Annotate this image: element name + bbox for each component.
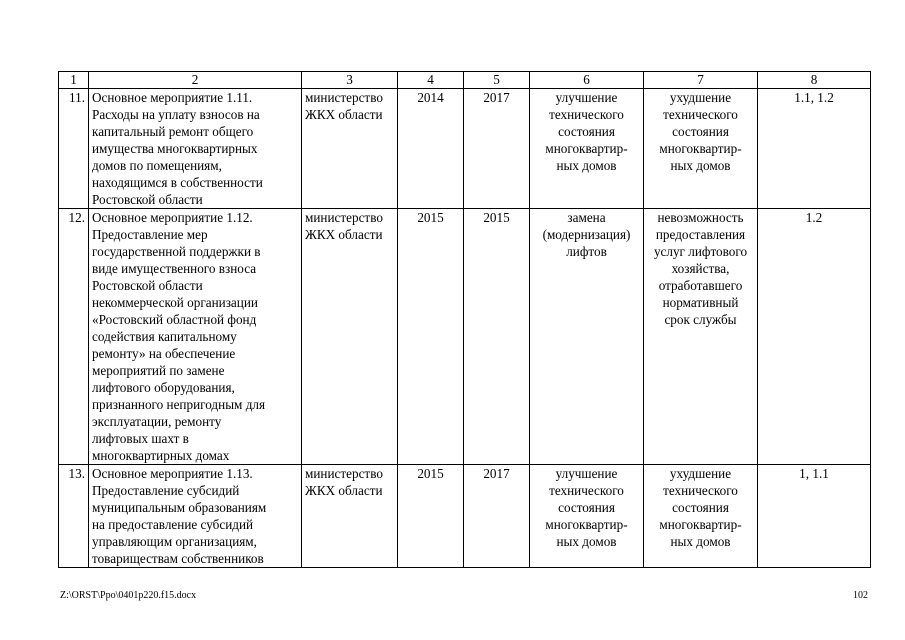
row-number: 12. — [59, 209, 89, 465]
executor: министерство ЖКХ области — [302, 89, 398, 209]
executor: министерство ЖКХ области — [302, 209, 398, 465]
expected-result: улучшение технического состояния многоквартир- ных домов — [530, 465, 644, 568]
measure-title: Основное мероприятие 1.11. Расходы на уплату взносов на капитальный ремонт общего имущества многоквартирных домов по помещениям, находящимся в собственности Ростовской области — [89, 89, 302, 209]
measure-title: Основное мероприятие 1.12. Предоставление мер государственной поддержки в виде имущественного взноса Ростовской области некоммерческой организации «Ростовский областной фонд содействия капитальному ремонту» на обеспечение мероприятий по замене лифтового оборудования, признанного непригодным для эксплуатации, ремонту лифтовых шахт в многоквартирных домах — [89, 209, 302, 465]
header-cell: 8 — [758, 72, 871, 89]
table-row — [59, 209, 871, 465]
start-year: 2015 — [398, 465, 464, 568]
end-year: 2017 — [464, 465, 530, 568]
start-year: 2015 — [398, 209, 464, 465]
header-cell: 5 — [464, 72, 530, 89]
indicators: 1, 1.1 — [758, 465, 871, 568]
end-year: 2017 — [464, 89, 530, 209]
table-row — [59, 465, 871, 568]
indicators: 1.1, 1.2 — [758, 89, 871, 209]
document-file-path: Z:\ORST\Ppo\0401p220.f15.docx — [60, 590, 197, 601]
indicators: 1.2 — [758, 209, 871, 465]
table-row — [59, 89, 871, 209]
expected-result: улучшение технического состояния многоквартир- ных домов — [530, 89, 644, 209]
page-number: 102 — [853, 590, 868, 601]
consequence: ухудшение технического состояния многоквартир- ных домов — [644, 89, 758, 209]
consequence: невозможность предоставления услуг лифтового хозяйства, отработавшего нормативный срок службы — [644, 209, 758, 465]
consequence: ухудшение технического состояния многоквартир- ных домов — [644, 465, 758, 568]
start-year: 2014 — [398, 89, 464, 209]
header-cell: 4 — [398, 72, 464, 89]
row-number: 11. — [59, 89, 89, 209]
header-cell: 7 — [644, 72, 758, 89]
header-cell: 6 — [530, 72, 644, 89]
measure-title: Основное мероприятие 1.13. Предоставление субсидий муниципальным образованиям на предоставление субсидий управляющим организациям, товариществам собственников — [89, 465, 302, 568]
executor: министерство ЖКХ области — [302, 465, 398, 568]
table-header-row — [59, 72, 871, 89]
end-year: 2015 — [464, 209, 530, 465]
expected-result: замена (модернизация) лифтов — [530, 209, 644, 465]
header-cell: 1 — [59, 72, 89, 89]
header-cell: 2 — [89, 72, 302, 89]
header-cell: 3 — [302, 72, 398, 89]
program-measures-table — [58, 71, 871, 568]
row-number: 13. — [59, 465, 89, 568]
